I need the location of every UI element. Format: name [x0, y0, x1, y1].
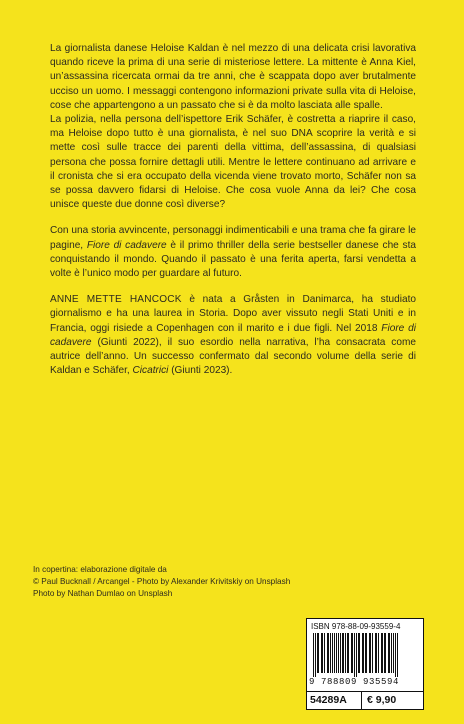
book-title: Cicatrici [132, 365, 169, 377]
bio-text: (Giunti 2023). [168, 365, 233, 377]
bio-text: (Giunti 2022), il suo esordio nella narrativa, l’ha consacrata come autrice dell’anno. Un successo confermato dal secondo volume della serie di Kaldan e Schäfer, [50, 336, 416, 377]
blurb-paragraph-3 [50, 224, 416, 281]
product-code: 54289A [310, 694, 347, 706]
cover-credits [33, 564, 363, 601]
price-bar [307, 691, 423, 710]
price: € 9,90 [367, 694, 397, 706]
blurb-paragraph-2: La polizia, nella persona dell’ispettore Erik Schäfer, è costretta a riaprire il caso, ma Heloise dopo tutto è una giornalista, è nel suo DNA scoprire la verità e si mette così sulle tracce dei parenti della vittima, dell’assassina, di qualsiasi persona che possa fornire dettagli utili. Mentre le lettere continuano ad arrivare e il cronista che si era occupato della vicenda viene trovato morto, Schäfer non sa se possa davvero fidarsi di Heloise. Che cosa vuole Anna da lei? Che cosa unisce queste due donne così diverse? [50, 114, 416, 211]
blurb-paragraph-1: La giornalista danese Heloise Kaldan è nel mezzo di una delicata crisi lavorativa quando riceve la prima di una serie di misteriose lettere. La mittente è Anna Kiel, un’assassina ricercata ormai da tre anni, che è scappata dopo aver brutalmente ucciso un uomo. I messaggi contengono informazioni private sulla vita di Heloise, cose che appartengono a un passato che si è da molto lasciata alle spalle. [50, 43, 416, 111]
credit-line: © Paul Bucknall / Arcangel - Photo by Alexander Krivitskiy on Unsplash [33, 577, 291, 587]
divider [361, 692, 362, 710]
blurb [50, 42, 416, 378]
author-name: ANNE METTE HANCOCK [50, 294, 182, 306]
barcode-label [306, 618, 424, 710]
blurb-text: Con una storia avvincente, personaggi indimenticabili e una trama che fa girare le pagine, [50, 225, 416, 251]
bio-text: è nata a Gråsten in Danimarca, ha studiato giornalismo e ha una laurea in Storia. Dopo aver vissuto negli Stati Uniti e in Francia, oggi risiede a Copenhagen con il marito e i due figli. Nel 2018 [50, 294, 416, 334]
book-title: Fiore di cadavere [86, 239, 167, 251]
book-title: Fiore di cadavere [50, 322, 416, 348]
credit-line: In copertina: elaborazione digitale da [33, 565, 167, 574]
isbn: ISBN 978-88-09-93559-4 [311, 622, 401, 631]
barcode-icon [311, 633, 419, 677]
barcode-digits: 9 788809 935594 [309, 677, 400, 687]
author-bio [50, 293, 416, 378]
credit-line: Photo by Nathan Dumlao on Unsplash [33, 589, 173, 599]
blurb-text: è il primo thriller della serie bestseller danese che sta conquistando il mondo. Quando il passato è una ferita aperta, farsi vendetta a volte è l’unico modo per guardare al futuro. [50, 239, 416, 280]
